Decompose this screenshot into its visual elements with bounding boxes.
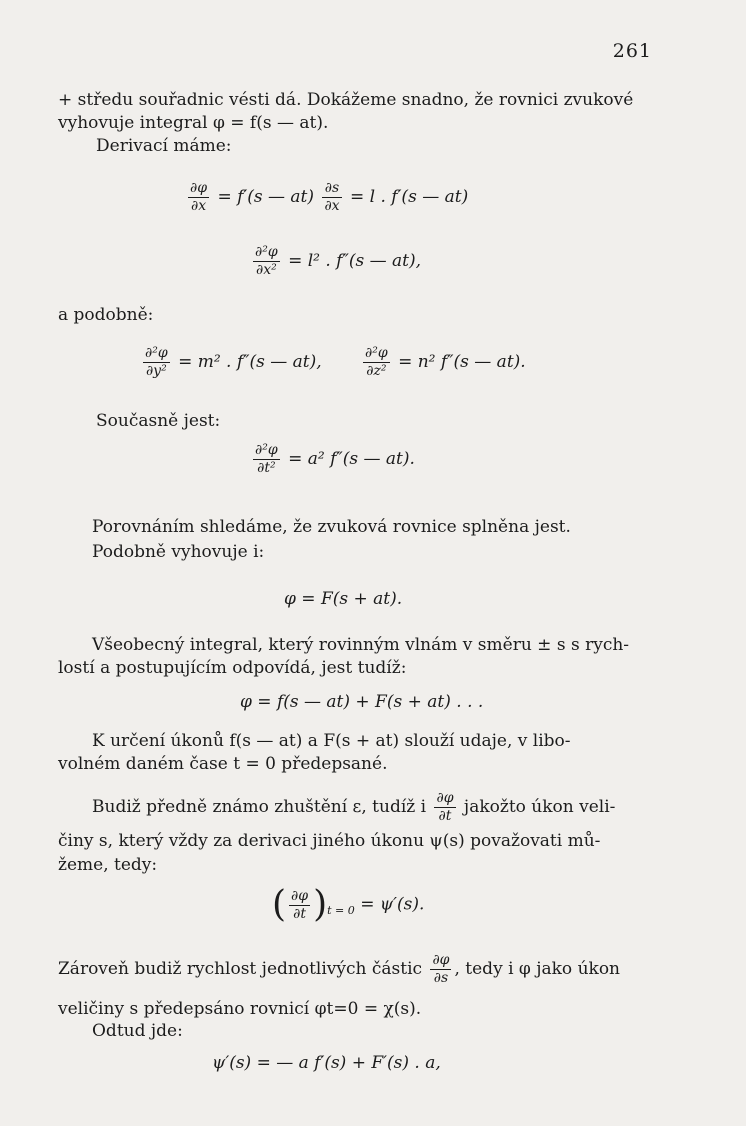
equation-second-derivative-z: $\frac{\text{∂²φ}}{\text{∂z²}}$ = n² f″(s — at). xyxy=(365,345,526,379)
text-line: vyhovuje integral φ = f(s — at). xyxy=(58,113,329,133)
text-line: K určení úkonů f(s — at) a F(s + at) slouží udaje, v libo- xyxy=(92,731,571,751)
text-line: volném daném čase t = 0 předepsané. xyxy=(58,754,388,774)
page-number: 261 xyxy=(612,40,652,62)
text-line: Derivací máme: xyxy=(96,136,232,156)
text-line: + středu souřadnic vésti dá. Dokážeme snadno, že rovnici zvukové xyxy=(58,90,634,110)
text-line: Porovnáním shledáme, že zvuková rovnice splněna jest. xyxy=(92,517,571,537)
text-line: žeme, tedy: xyxy=(58,855,158,875)
equation-second-derivative-y: $\frac{\text{∂²φ}}{\text{∂y²}}$ = m² . f″(s — at), xyxy=(145,345,322,379)
text-line: činy s, který vždy za derivaci jiného úkonu ψ(s) považovati mů- xyxy=(58,831,601,851)
equation-second-solution: φ = F(s + at). xyxy=(284,589,403,609)
text-line-with-fraction: Budiž předně známo zhuštění ε, tudíž i $\frac{\partial\varphi}{\partial t}$ jakožto úkon veli- xyxy=(92,790,616,824)
text-line: Všeobecný integral, který rovinným vlnám v směru ± s s rych- xyxy=(92,635,630,655)
text-line: veličiny s předepsáno rovnicí φt=0 = χ(s). xyxy=(58,999,422,1019)
equation-second-derivative-t: $\frac{\text{∂²φ}}{\text{∂t²}}$ = a² f″(s — at). xyxy=(255,442,415,476)
text-line-with-fraction: Zároveň budiž rychlost jednotlivých částic $\frac{\partial\varphi}{\partial s}$ , tedy i φ jako úkon xyxy=(58,952,621,986)
text-line: Odtud jde: xyxy=(92,1021,183,1041)
equation-second-derivative-x: $\frac{\text{∂²φ}}{\text{∂x²}}$ = l² . f″(s — at), xyxy=(255,244,421,278)
text-line: Současně jest: xyxy=(96,411,221,431)
equation-general-integral: φ = f(s — at) + F(s + at) . . . xyxy=(240,692,484,712)
equation-first-derivative: $\frac{\partial\varphi}{\partial x}$ = f′(s — at) $\frac{\partial s}{\partial x}$ = l . f′(s — at) xyxy=(190,180,469,214)
equation-initial-derivative: ( $\frac{\partial\varphi}{\partial t}$ )$_{t = 0} = \psi'(s)$. xyxy=(272,884,425,925)
text-line: lostí a postupujícím odpovídá, jest tudíž: xyxy=(58,658,407,678)
text-line: a podobně: xyxy=(58,305,154,325)
equation-psi-prime: ψ′(s) = — a f′(s) + F′(s) . a, xyxy=(212,1053,441,1073)
text-line: Podobně vyhovuje i: xyxy=(92,542,265,562)
